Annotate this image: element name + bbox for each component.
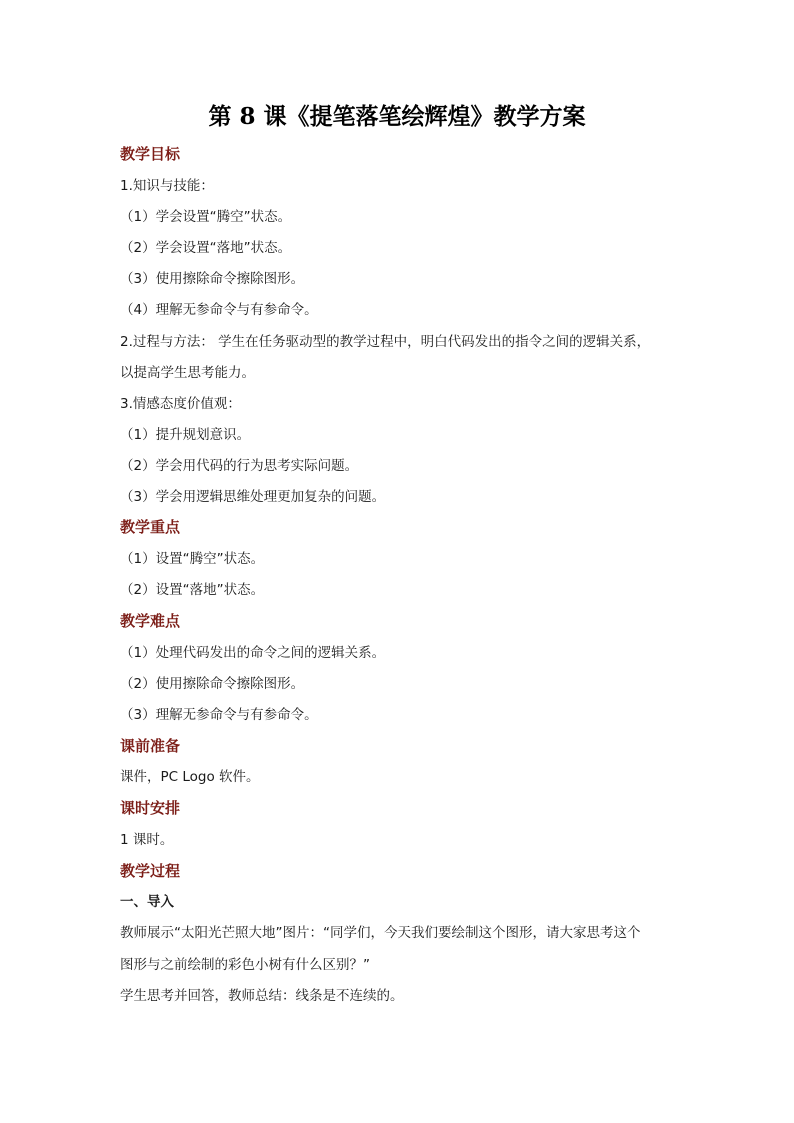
paragraph-line: 教师展示“太阳光芒照大地”图片：“同学们，今天我们要绘制这个图形，请大家思考这个 [120,925,641,941]
paragraph-line: 3.情感态度价值观： [120,396,241,412]
section-heading-process: 教学过程 [120,862,181,880]
paragraph-line: （1）处理代码发出的命令之间的逻辑关系。 [120,645,386,661]
paragraph-line: （2）使用擦除命令擦除图形。 [120,676,305,692]
paragraph-line: 学生思考并回答，教师总结：线条是不连续的。 [120,988,404,1004]
section-heading-schedule: 课时安排 [120,799,181,817]
section-heading-difficulties: 教学难点 [120,612,181,630]
paragraph-line: （3）学会用逻辑思维处理更加复杂的问题。 [120,489,386,505]
paragraph-line: （2）学会用代码的行为思考实际问题。 [120,458,359,474]
paragraph-line: （3）使用擦除命令擦除图形。 [120,271,305,287]
paragraph-line: （1）设置“腾空”状态。 [120,551,265,567]
paragraph-line: 课件，PC Logo 软件。 [120,769,260,785]
section-heading-goals: 教学目标 [120,145,181,163]
paragraph-line: 1 课时。 [120,832,174,848]
paragraph-line: （2）设置“落地”状态。 [120,582,265,598]
paragraph-line: 以提高学生思考能力。 [120,365,255,381]
subsection-heading: 一、导入 [120,894,174,910]
paragraph-line: （2）学会设置“落地”状态。 [120,240,292,256]
section-heading-preparation: 课前准备 [120,737,181,755]
paragraph-line: （3）理解无参命令与有参命令。 [120,707,318,723]
section-heading-key-points: 教学重点 [120,518,181,536]
paragraph-line: （1）提升规划意识。 [120,427,251,443]
paragraph-line: 图形与之前绘制的彩色小树有什么区别？” [120,957,370,973]
paragraph-line: 2.过程与方法： 学生在任务驱动型的教学过程中，明白代码发出的指令之间的逻辑关系， [120,334,651,350]
paragraph-line: 1.知识与技能： [120,178,214,194]
paragraph-line: （1）学会设置“腾空”状态。 [120,209,292,225]
paragraph-line: （4）理解无参命令与有参命令。 [120,302,318,318]
document-title: 第 8 课《提笔落笔绘辉煌》教学方案 [208,103,586,130]
